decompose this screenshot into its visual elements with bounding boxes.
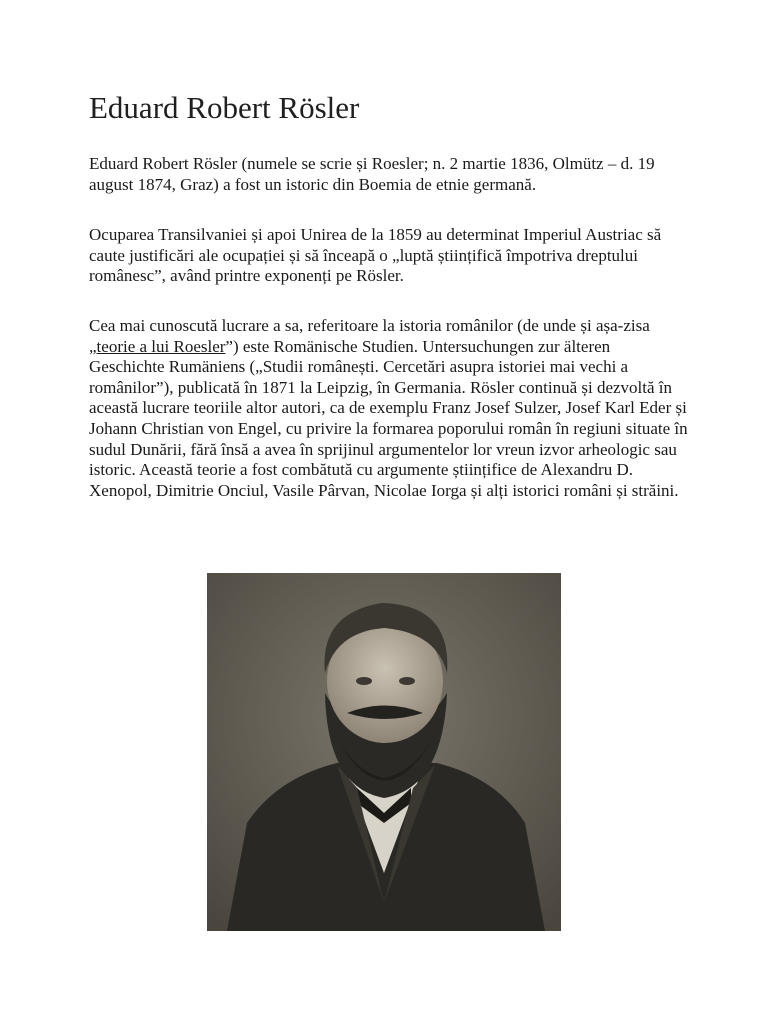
portrait-photo xyxy=(207,573,561,931)
page-title: Eduard Robert Rösler xyxy=(89,90,360,125)
intro-paragraph: Eduard Robert Rösler (numele se scrie și Roesler; n. 2 martie 1836, Olmütz – d. 19 august 1874, Graz) a fost un istoric din Boemia de etnie germană. xyxy=(89,154,655,194)
work-paragraph-text-end: ”) este Romänische Studien. Untersuchungen zur älteren Geschichte Rumäniens („Studii românești. Cercetări asupra istoriei mai vechi a românilor”), publicată în 1871 la Leipzig, în Germania. Rösler continuă și dezvoltă în această lucrare teoriile altor autori, ca de exemplu Franz Josef Sulzer, Josef Karl Eder și Johann Christian von Engel, cu privire la formarea poporului român în regiuni situate în sudul Dunării, fără însă a avea în sprijinul argumentelor lor vreun izvor arheologic sau istoric. Această teorie a fost combătută cu argumente științifice de Alexandru D. Xenopol, Dimitrie Onciul, Vasile Pârvan, Nicolae Iorga și alți istorici români și străini. xyxy=(89,336,688,500)
work-paragraph xyxy=(89,316,689,501)
work-paragraph-text-start: Cea mai cunoscută lucrare a sa, referitoare la istoria românilor (de unde și așa-zisa „ xyxy=(89,316,650,356)
roesler-theory-link[interactable]: teorie a lui Roesler xyxy=(96,336,226,356)
context-paragraph: Ocuparea Transilvaniei și apoi Unirea de la 1859 au determinat Imperiul Austriac să caute justificări ale ocupației și să înceapă o „luptă științifică împotriva dreptului românesc”, având printre exponenți pe Rösler. xyxy=(89,225,662,286)
portrait-illustration xyxy=(207,573,561,931)
